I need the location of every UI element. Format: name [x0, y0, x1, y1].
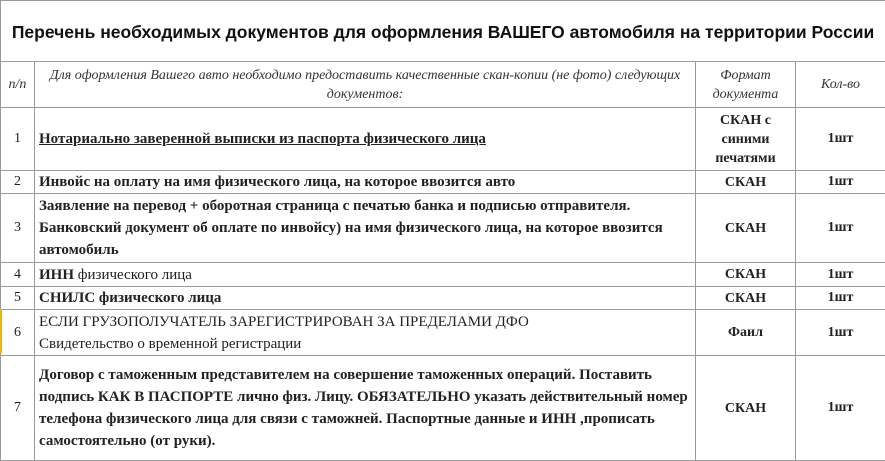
row-num[interactable]: 3 — [1, 194, 35, 263]
row-format[interactable]: СКАН — [696, 263, 796, 287]
row-num[interactable]: 5 — [1, 287, 35, 310]
row-num[interactable]: 4 — [1, 263, 35, 287]
row-description[interactable]: Инвойс на оплату на имя физического лица, на которое ввозится авто — [35, 171, 696, 194]
row-qty[interactable]: 1шт — [796, 108, 885, 171]
row-description-text: Нотариально заверенной выписки из паспорта физического лица — [39, 131, 486, 147]
table-row — [1, 194, 885, 263]
header-qty[interactable]: Кол-во — [796, 62, 885, 108]
row-format[interactable]: Фаил — [696, 310, 796, 356]
header-num[interactable]: п/п — [1, 62, 35, 108]
row-description[interactable]: СНИЛС физического лица — [35, 287, 696, 310]
page-title[interactable]: Перечень необходимых документов для оформления ВАШЕГО автомобиля на территории России — [1, 1, 885, 62]
row-description[interactable]: Договор с таможенным представителем на совершение таможенных операций. Поставить подпись КАК В ПАСПОРТЕ лично физ. Лицу. ОБЯЗАТЕЛЬНО указать действительный номер телефона физического лица для связи с таможней. Паспортные данные и ИНН ,прописать самостоятельно (от руки). — [35, 356, 696, 461]
row-qty[interactable]: 1шт — [796, 263, 885, 287]
row-description-line2: Свидетельство о временной регистрации — [39, 335, 302, 352]
row-num[interactable]: 6 — [1, 310, 35, 356]
row-num[interactable]: 1 — [1, 108, 35, 171]
header-description[interactable]: Для оформления Вашего авто необходимо предоставить качественные скан-копии (не фото) следующих документов: — [35, 62, 696, 108]
row-qty[interactable]: 1шт — [796, 171, 885, 194]
row-num[interactable]: 7 — [1, 356, 35, 461]
row-description[interactable] — [35, 108, 696, 171]
table-row — [1, 263, 885, 287]
row-description[interactable] — [35, 310, 696, 356]
table-row — [1, 356, 885, 461]
header-row — [1, 62, 885, 108]
row-format[interactable]: СКАН — [696, 171, 796, 194]
row-description-bold: ИНН — [39, 266, 75, 283]
row-format[interactable]: СКАН — [696, 356, 796, 461]
title-row — [1, 1, 885, 62]
table-row — [1, 108, 885, 171]
row-description[interactable]: Заявление на перевод + оборотная страница с печатью банка и подписью отправителя. Банковский документ об оплате по инвойсу) на имя физического лица, на которое ввозится автомобиль — [35, 194, 696, 263]
row-format[interactable]: СКАН с синими печатями — [696, 108, 796, 171]
row-description-rest: физического лица — [74, 266, 192, 283]
table-row — [1, 310, 885, 356]
row-qty[interactable]: 1шт — [796, 356, 885, 461]
row-qty[interactable]: 1шт — [796, 194, 885, 263]
row-format[interactable]: СКАН — [696, 194, 796, 263]
row-num[interactable]: 2 — [1, 171, 35, 194]
table-row — [1, 287, 885, 310]
row-qty[interactable]: 1шт — [796, 310, 885, 356]
row-selection-marker — [0, 309, 2, 353]
row-description[interactable] — [35, 263, 696, 287]
row-description-line1: ЕСЛИ ГРУЗОПОЛУЧАТЕЛЬ ЗАРЕГИСТРИРОВАН ЗА ПРЕДЕЛАМИ ДФО — [39, 313, 529, 330]
table-row — [1, 171, 885, 194]
row-qty[interactable]: 1шт — [796, 287, 885, 310]
header-format[interactable]: Формат документа — [696, 62, 796, 108]
row-format[interactable]: СКАН — [696, 287, 796, 310]
